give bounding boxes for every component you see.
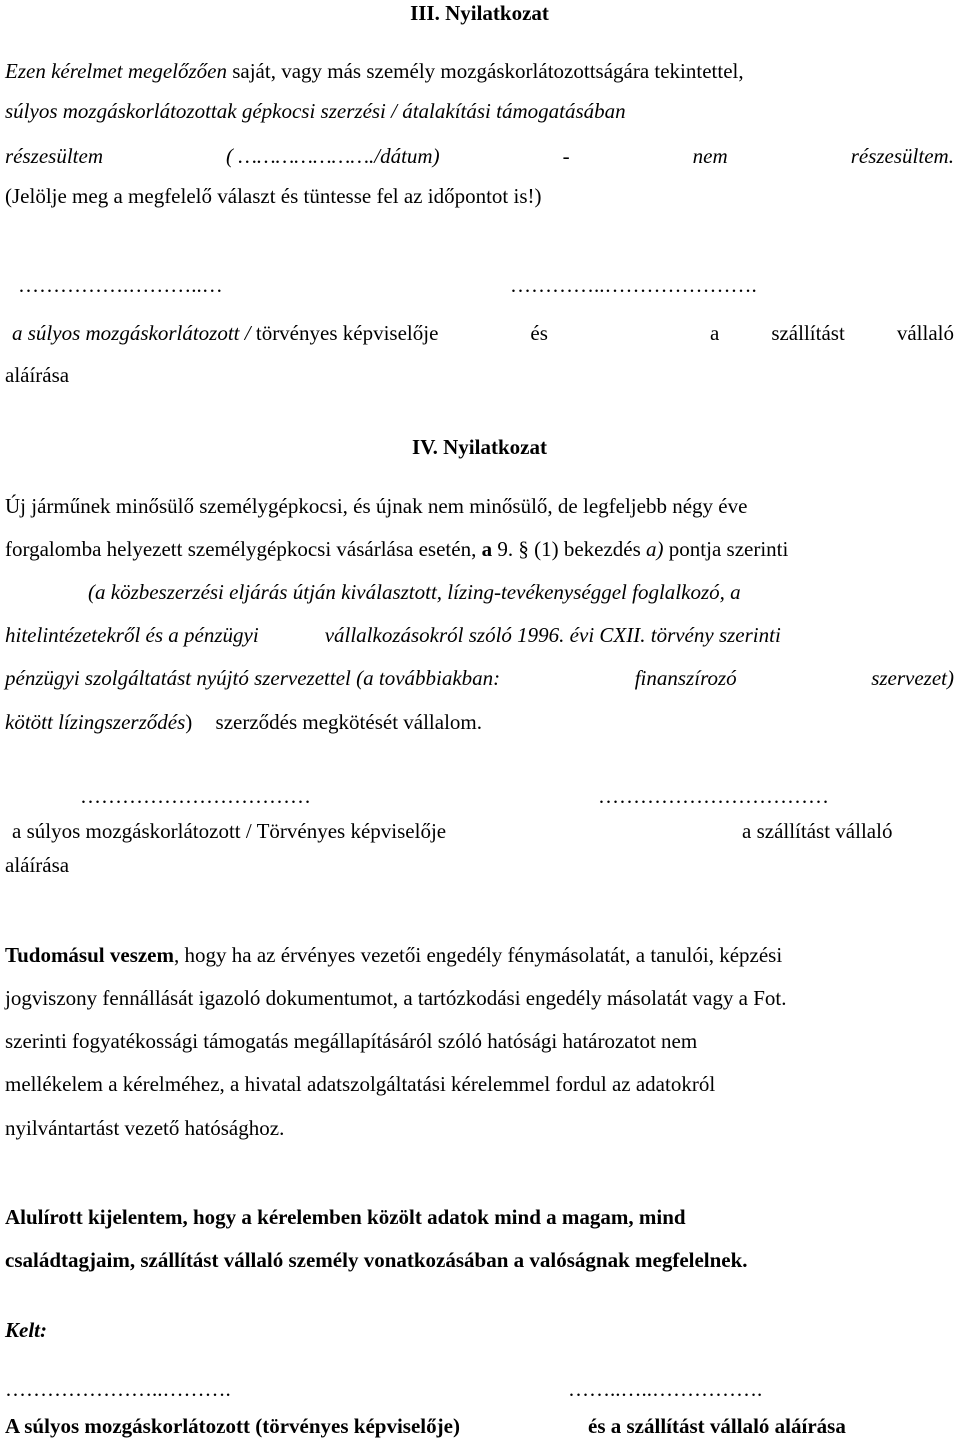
s4-paragraph-line-6	[5, 709, 954, 735]
notice-line-2: jogviszony fennállását igazoló dokumentumot, a tartózkodási engedély másolatát vagy a Fot.	[5, 986, 787, 1010]
declaration-line-1: Alulírott kijelentem, hogy a kérelemben közölt adatok mind a magam, mind	[5, 1205, 686, 1229]
s4-paragraph-line-1	[5, 493, 954, 519]
s4-l6-a: kötött lízingszerződés	[5, 710, 186, 734]
s4-paragraph-line-4	[5, 622, 954, 648]
s3-p1-italic: Ezen kérelmet megelőzően	[5, 59, 227, 83]
footer-signature-dots-left: …………………..……….	[5, 1377, 231, 1401]
s4-l4-b: vállalkozásokról szóló 1996. évi CXII.	[324, 623, 646, 647]
s3-signature-dots-right: …………..………………….	[510, 273, 757, 297]
s4-l6-c: szerződés megkötését vállalom.	[215, 710, 483, 734]
s4-signature-alairasa: aláírása	[5, 853, 70, 877]
footer-signature-dots-right: ……..…..…………….	[568, 1377, 763, 1401]
notice-line-4: mellékelem a kérelméhez, a hivatal adatszolgáltatási kérelemmel fordul az adatokról	[5, 1072, 716, 1096]
footer-signature-left-label: A súlyos mozgáskorlátozott (törvényes képviselője)	[5, 1414, 460, 1438]
s4-l2-b: a	[476, 537, 493, 561]
s4-paragraph-line-2	[5, 536, 954, 562]
s3-date-field: ( …………………./dátum)	[226, 144, 440, 168]
s3-paragraph-line-2: súlyos mozgáskorlátozottak gépkocsi szerzési / átalakítási támogatásában	[5, 99, 626, 123]
section-3-heading: III. Nyilatkozat	[410, 1, 549, 25]
s4-paragraph-line-3: (a közbeszerzési eljárás útján kiválasztott, lízing-tevékenységgel foglalkozó, a	[88, 580, 741, 604]
s4-l2-c: 9. § (1) bekezdés	[492, 537, 647, 561]
s4-l2-e: pontja szerinti	[663, 537, 789, 561]
s3-paragraph-line-4: (Jelölje meg a megfelelő választ és tüntesse fel az időpontot is!)	[5, 184, 542, 208]
s3-paragraph-line-3	[5, 143, 954, 169]
s3-paragraph-line-1	[5, 58, 954, 84]
s3-signature-and: és	[530, 321, 548, 345]
s4-signature-dots-left: ……………………………	[80, 784, 311, 808]
section-4-heading: IV. Nyilatkozat	[412, 435, 547, 459]
s4-paragraph-line-5	[5, 665, 954, 691]
declaration-line-2: családtagjaim, szállítást vállaló személy vonatkozásában a valóságnak megfelelnek.	[5, 1248, 748, 1272]
s4-line1-text: Új járműnek minősülő személygépkocsi, és újnak nem minősülő, de legfeljebb négy éve	[5, 494, 748, 518]
s3-option-received: részesültem	[5, 144, 103, 168]
notice-bold: Tudomásul veszem	[5, 943, 174, 967]
notice-rest: , hogy ha az érvényes vezetői engedély fénymásolatát, a tanulói, képzési	[174, 943, 783, 967]
s4-l2-a: forgalomba helyezett személygépkocsi vásárlása esetén,	[5, 537, 477, 561]
s3-option-not-received: részesültem.	[850, 144, 954, 168]
s3-signature-dots-left: …………….………..…	[18, 273, 223, 297]
notice-line-1	[5, 942, 954, 968]
s4-signature-right-label: a szállítást vállaló	[742, 819, 893, 843]
s4-signature-dots-right: ……………………………	[598, 784, 829, 808]
s4-l4-c: törvény szerinti	[645, 623, 781, 647]
s3-sig-rest: törvényes képviselője	[250, 321, 439, 345]
s3-signature-left-label	[12, 320, 438, 346]
s3-signature-vallalo: vállaló	[896, 321, 954, 345]
s3-signature-szallitast: szállítást	[771, 321, 845, 345]
s4-signature-left-label: a súlyos mozgáskorlátozott / Törvényes képviselője	[12, 819, 447, 843]
s4-l5-a: pénzügyi szolgáltatást nyújtó szervezettel (a továbbiakban:	[5, 666, 501, 690]
s3-signature-a: a	[709, 321, 720, 345]
s3-dash: -	[562, 144, 570, 168]
s3-sig-italic: a súlyos mozgáskorlátozott /	[12, 321, 251, 345]
s4-l4-a: hitelintézetekről és a pénzügyi	[5, 623, 259, 647]
s3-signature-labels	[12, 320, 954, 346]
s3-signature-alairasa: aláírása	[5, 363, 70, 387]
kelt-label: Kelt:	[5, 1318, 47, 1342]
s4-l5-c: szervezet)	[871, 666, 954, 690]
s4-l2-d: a)	[646, 537, 664, 561]
s3-option-nem: nem	[692, 144, 728, 168]
s3-p1-rest: saját, vagy más személy mozgáskorlátozottságára tekintettel,	[226, 59, 744, 83]
footer-signature-right-label: és a szállítást vállaló aláírása	[588, 1414, 846, 1438]
s4-l5-b: finanszírozó	[634, 666, 737, 690]
notice-line-5: nyilvántartást vezető hatósághoz.	[5, 1116, 285, 1140]
notice-line-3: szerinti fogyatékossági támogatás megállapításáról szóló hatósági határozatot nem	[5, 1029, 698, 1053]
s4-l6-b: )	[185, 710, 193, 734]
